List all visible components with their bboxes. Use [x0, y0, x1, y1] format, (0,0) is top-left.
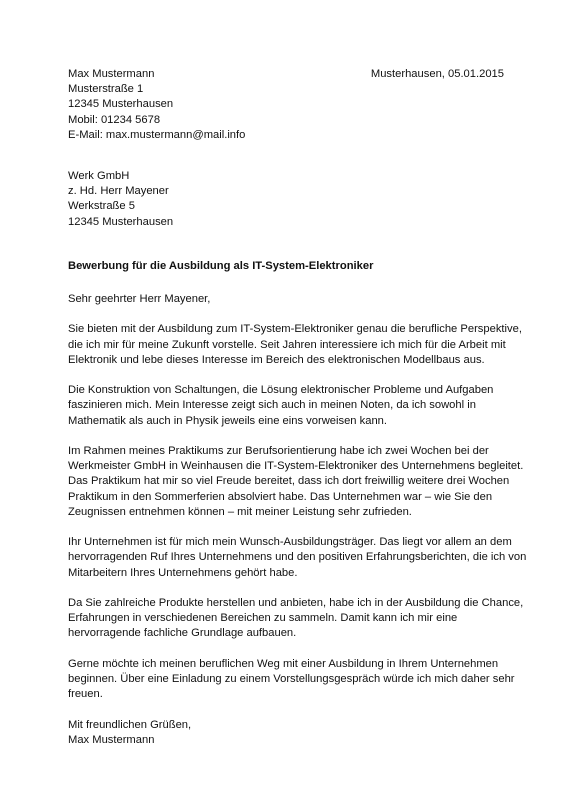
closing-signature-name: Max Mustermann [68, 733, 155, 746]
recipient-address-block [68, 169, 328, 230]
paragraph-line: beginnen. Über eine Einladung zu einem Vorstellungsgespräch würde ich mich daher sehr [68, 672, 515, 685]
sender-mobile: Mobil: 01234 5678 [68, 113, 161, 126]
paragraph-line: Im Rahmen meines Praktikums zur Berufsorientierung habe ich zwei Wochen bei der [68, 444, 489, 457]
sender-email: E-Mail: max.mustermann@mail.info [68, 128, 246, 141]
paragraph-line: Praktikum in den Sommerferien absolviert habe. Das Unternehmen war – wie Sie den [68, 490, 493, 503]
paragraph-line: Werkmeister GmbH in Weinhausen die IT-System-Elektroniker des Unternehmens begleitet. [68, 460, 524, 473]
salutation: Sehr geehrter Herr Mayener, [68, 293, 211, 305]
letter-body [68, 292, 527, 748]
recipient-city: 12345 Musterhausen [68, 215, 174, 228]
paragraph-line: Elektronik und lebe dieses Interesse im Bereich des elektronischen Modellbaus aus. [68, 353, 485, 366]
body-paragraph [68, 383, 518, 429]
paragraph-line: Da Sie zahlreiche Produkte herstellen und anbieten, habe ich in der Ausbildung die Chance, [68, 596, 524, 609]
letter-subject: Bewerbung für die Ausbildung als IT-System-Elektroniker [68, 260, 374, 272]
paragraph-line: hervorragende fachliche Grundlage aufbauen. [68, 627, 297, 640]
body-paragraph [68, 444, 524, 520]
sender-city: 12345 Musterhausen [68, 98, 174, 111]
paragraph-line: Zeugnissen entnehmen können – mit meiner Leistung sehr zufrieden. [68, 505, 412, 518]
closing-greeting: Mit freundlichen Grüßen, [68, 718, 192, 731]
paragraph-line: Mathematik als auch in Physik jeweils eine eins vorweisen kann. [68, 414, 387, 427]
paragraph-line: Die Konstruktion von Schaltungen, die Lösung elektronischer Probleme und Aufgaben [68, 384, 494, 397]
body-paragraph [68, 535, 527, 581]
paragraph-line: Mitarbeitern Ihres Unternehmens gehört habe. [68, 566, 298, 579]
paragraph-line: die ich mir für meine Zukunft vorstelle. Seit Jahren interessiere ich mich für die Arbeit mit [68, 338, 506, 351]
paragraph-line: Gerne möchte ich meinen beruflichen Weg mit einer Ausbildung in Ihrem Unternehmen [68, 657, 499, 670]
paragraph-line: hervorragenden Ruf Ihres Unternehmens und den positiven Erfahrungsberichten, die ich von [68, 551, 527, 564]
paragraph-line: Erfahrungen in verschiedenen Bereichen zu sammeln. Damit kann ich mir eine [68, 612, 458, 625]
paragraph-line: freuen. [68, 688, 103, 701]
recipient-street: Werkstraße 5 [68, 200, 135, 213]
paragraph-line: Sie bieten mit der Ausbildung zum IT-System-Elektroniker genau die berufliche Perspektive, [68, 323, 522, 336]
letter-date: Musterhausen, 05.01.2015 [370, 68, 504, 80]
body-paragraph [68, 657, 518, 703]
sender-street: Musterstraße 1 [68, 83, 144, 96]
paragraph-line: Das Praktikum hat mir so viel Freude bereitet, dass ich dort freiwillig weitere drei Wochen [68, 475, 510, 488]
sender-address-block [68, 67, 328, 143]
recipient-contact: z. Hd. Herr Mayener [68, 185, 169, 198]
body-paragraph [68, 596, 524, 642]
closing-block [68, 718, 518, 748]
paragraph-line: faszinieren mich. Mein Interesse zeigt sich auch in meinen Noten, da ich sowohl in [68, 399, 476, 412]
recipient-company: Werk GmbH [68, 170, 130, 182]
sender-name: Max Mustermann [68, 68, 155, 80]
paragraph-line: Ihr Unternehmen ist für mich mein Wunsch-Ausbildungsträger. Das liegt vor allem an dem [68, 536, 512, 549]
body-paragraph [68, 322, 522, 368]
